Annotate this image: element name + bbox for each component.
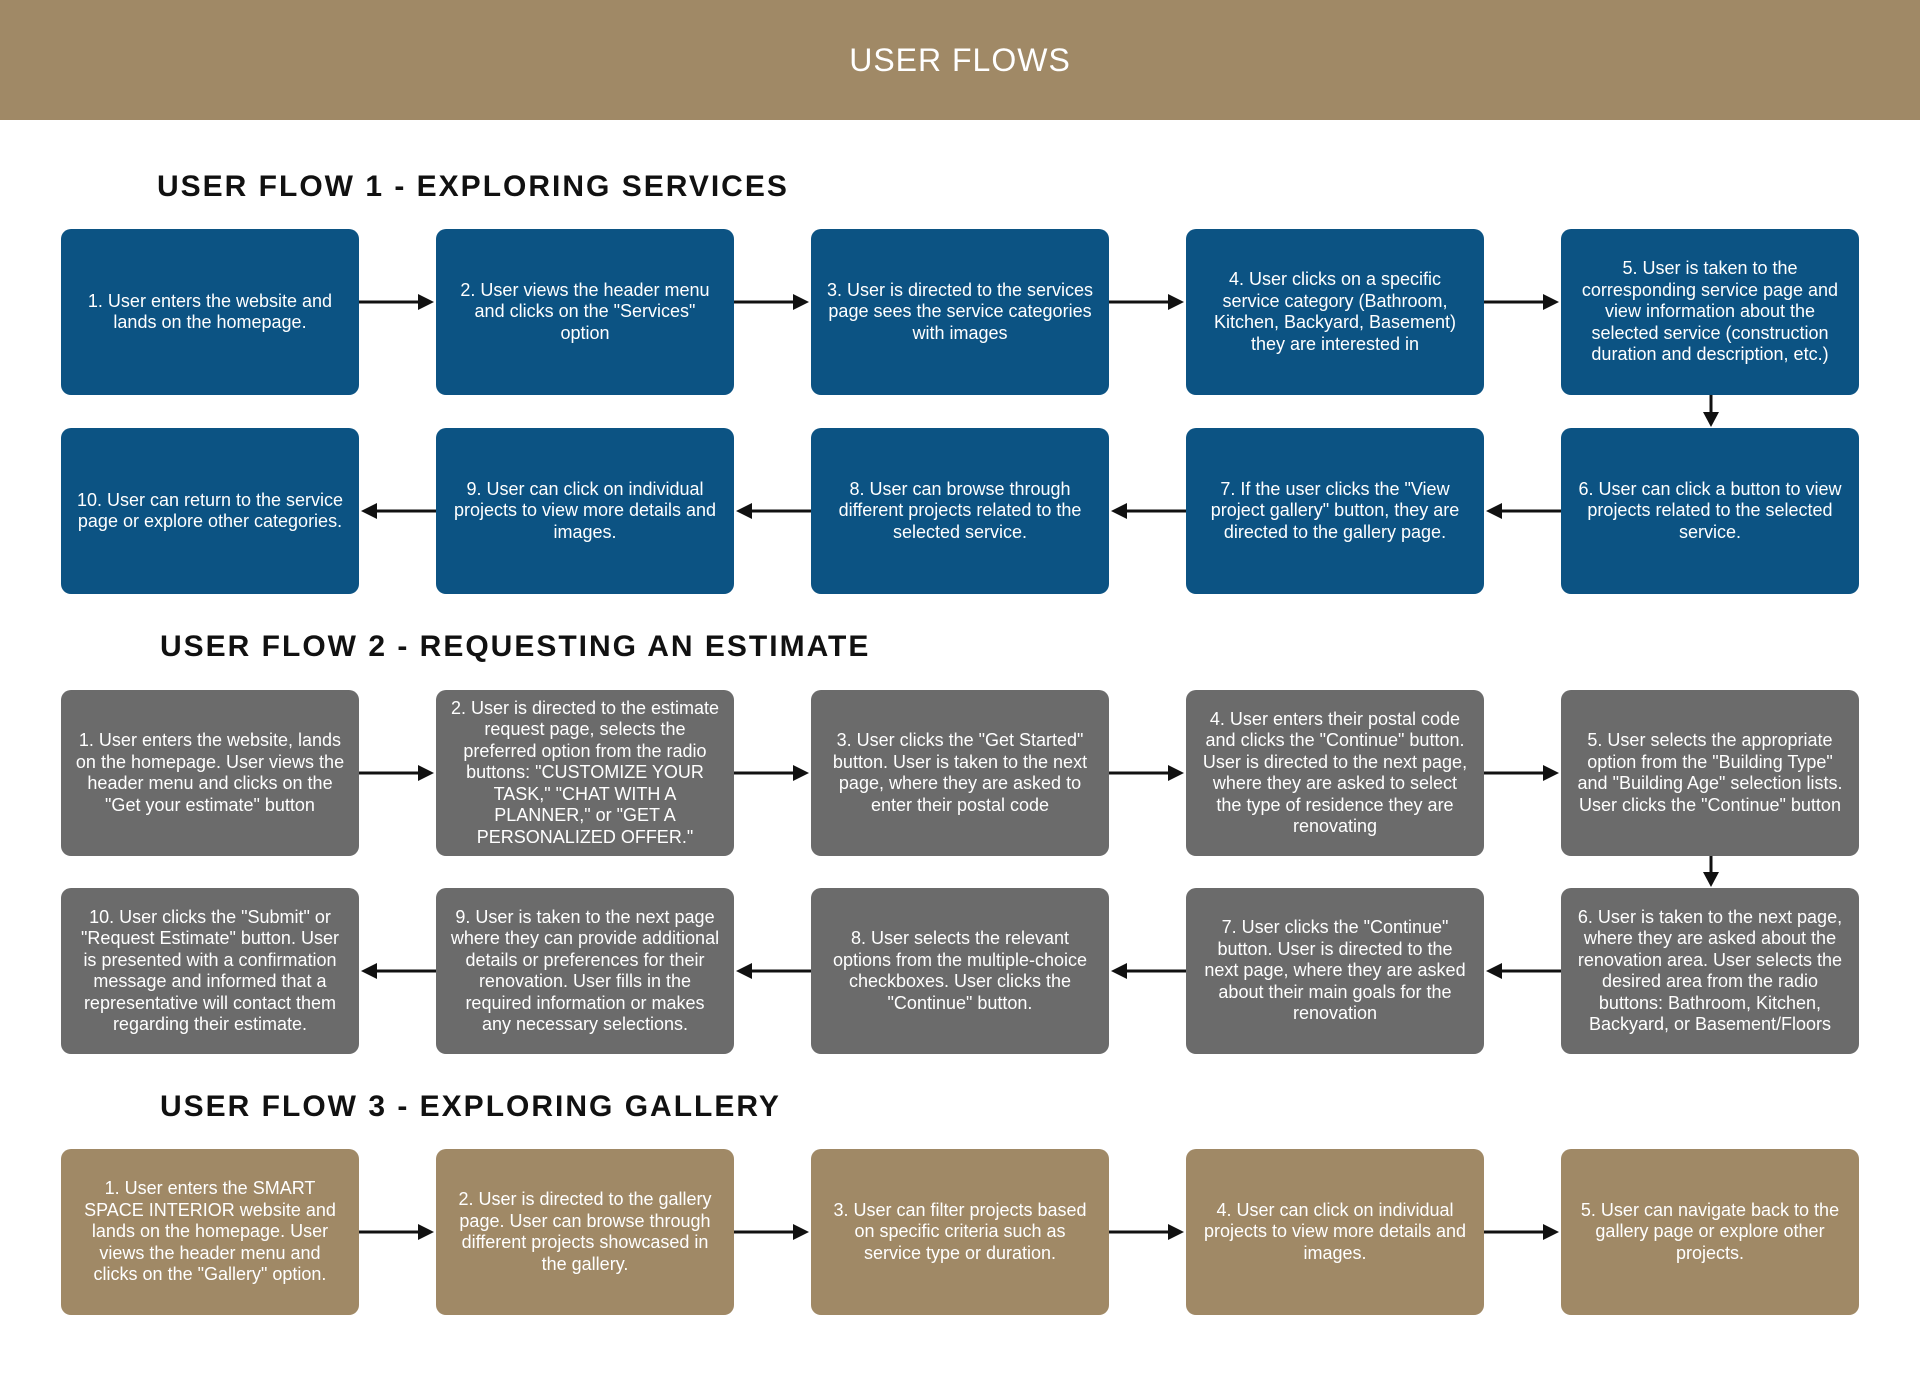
flow-2-step-8: 8. User selects the relevant options from the multiple-choice checkboxes. User clicks the "Continue" button. (811, 888, 1109, 1054)
flow-2-title: USER FLOW 2 - REQUESTING AN ESTIMATE (160, 630, 871, 663)
flow-2-step-3: 3. User clicks the "Get Started" button. User is taken to the next page, where they are asked to enter their postal code (811, 690, 1109, 856)
flow-1-step-9: 9. User can click on individual projects to view more details and images. (436, 428, 734, 594)
flow-2-step-7: 7. User clicks the "Continue" button. User is directed to the next page, where they are asked about their main goals for the renovation (1186, 888, 1484, 1054)
flow-2-arrow-left (359, 959, 436, 983)
flow-2-step-1: 1. User enters the website, lands on the homepage. User views the header menu and clicks on the "Get your estimate" button (61, 690, 359, 856)
flow-2-arrow-right (359, 761, 436, 785)
flow-1-arrow-left (734, 499, 811, 523)
page-title: USER FLOWS (849, 41, 1071, 78)
flow-1-arrow-right (1484, 290, 1561, 314)
flow-3-arrow-right (359, 1220, 436, 1244)
flow-3-step-3: 3. User can filter projects based on specific criteria such as service type or duration. (811, 1149, 1109, 1315)
flow-1-step-5: 5. User is taken to the corresponding service page and view information about the selected service (construction duration and description, etc.) (1561, 229, 1859, 395)
flow-3-step-1: 1. User enters the SMART SPACE INTERIOR website and lands on the homepage. User views the header menu and clicks on the "Gallery" option. (61, 1149, 359, 1315)
flow-1-step-6: 6. User can click a button to view projects related to the selected service. (1561, 428, 1859, 594)
flow-3-title: USER FLOW 3 - EXPLORING GALLERY (160, 1090, 781, 1123)
flow-3-step-4: 4. User can click on individual projects to view more details and images. (1186, 1149, 1484, 1315)
flow-2-arrow-left (1484, 959, 1561, 983)
flow-2-step-5: 5. User selects the appropriate option from the "Building Type" and "Building Age" selection lists. User clicks the "Continue" button (1561, 690, 1859, 856)
flow-1-step-1: 1. User enters the website and lands on the homepage. (61, 229, 359, 395)
flow-1-step-7: 7. If the user clicks the "View project gallery" button, they are directed to the gallery page. (1186, 428, 1484, 594)
flow-3-arrow-right (734, 1220, 811, 1244)
flow-2-arrow-right (1484, 761, 1561, 785)
flow-3-arrow-right (1484, 1220, 1561, 1244)
header-banner (0, 0, 1920, 120)
flow-1-step-10: 10. User can return to the service page or explore other categories. (61, 428, 359, 594)
flow-1-arrow-down (1699, 395, 1723, 428)
flow-1-title: USER FLOW 1 - EXPLORING SERVICES (157, 170, 789, 203)
flow-2-arrow-right (734, 761, 811, 785)
flow-2-step-4: 4. User enters their postal code and clicks the "Continue" button. User is directed to the next page, where they are asked to select the type of residence they are renovating (1186, 690, 1484, 856)
flow-3-step-2: 2. User is directed to the gallery page. User can browse through different projects showcased in the gallery. (436, 1149, 734, 1315)
flow-1-arrow-left (359, 499, 436, 523)
flow-1-arrow-left (1109, 499, 1186, 523)
flow-3-arrow-right (1109, 1220, 1186, 1244)
flow-2-step-10: 10. User clicks the "Submit" or "Request Estimate" button. User is presented with a confirmation message and informed that a representative will contact them regarding their estimate. (61, 888, 359, 1054)
flow-2-step-6: 6. User is taken to the next page, where they are asked about the renovation area. User selects the desired area from the radio buttons: Bathroom, Kitchen, Backyard, or Basement/Floors (1561, 888, 1859, 1054)
flow-1-step-3: 3. User is directed to the services page sees the service categories with images (811, 229, 1109, 395)
flow-1-arrow-right (734, 290, 811, 314)
flow-2-arrow-left (1109, 959, 1186, 983)
flow-1-step-8: 8. User can browse through different projects related to the selected service. (811, 428, 1109, 594)
flow-2-step-2: 2. User is directed to the estimate request page, selects the preferred option from the radio buttons: "CUSTOMIZE YOUR TASK," "CHAT WITH A PLANNER," or "GET A PERSONALIZED OFFER." (436, 690, 734, 856)
flow-1-arrow-right (1109, 290, 1186, 314)
flow-3-step-5: 5. User can navigate back to the gallery page or explore other projects. (1561, 1149, 1859, 1315)
flow-1-step-2: 2. User views the header menu and clicks on the "Services" option (436, 229, 734, 395)
flow-1-step-4: 4. User clicks on a specific service category (Bathroom, Kitchen, Backyard, Basement) they are interested in (1186, 229, 1484, 395)
flow-2-step-9: 9. User is taken to the next page where they can provide additional details or preferences for their renovation. User fills in the required information or makes any necessary selections. (436, 888, 734, 1054)
flow-1-arrow-right (359, 290, 436, 314)
flow-2-arrow-right (1109, 761, 1186, 785)
flow-2-arrow-left (734, 959, 811, 983)
flow-1-arrow-left (1484, 499, 1561, 523)
flow-2-arrow-down (1699, 856, 1723, 888)
